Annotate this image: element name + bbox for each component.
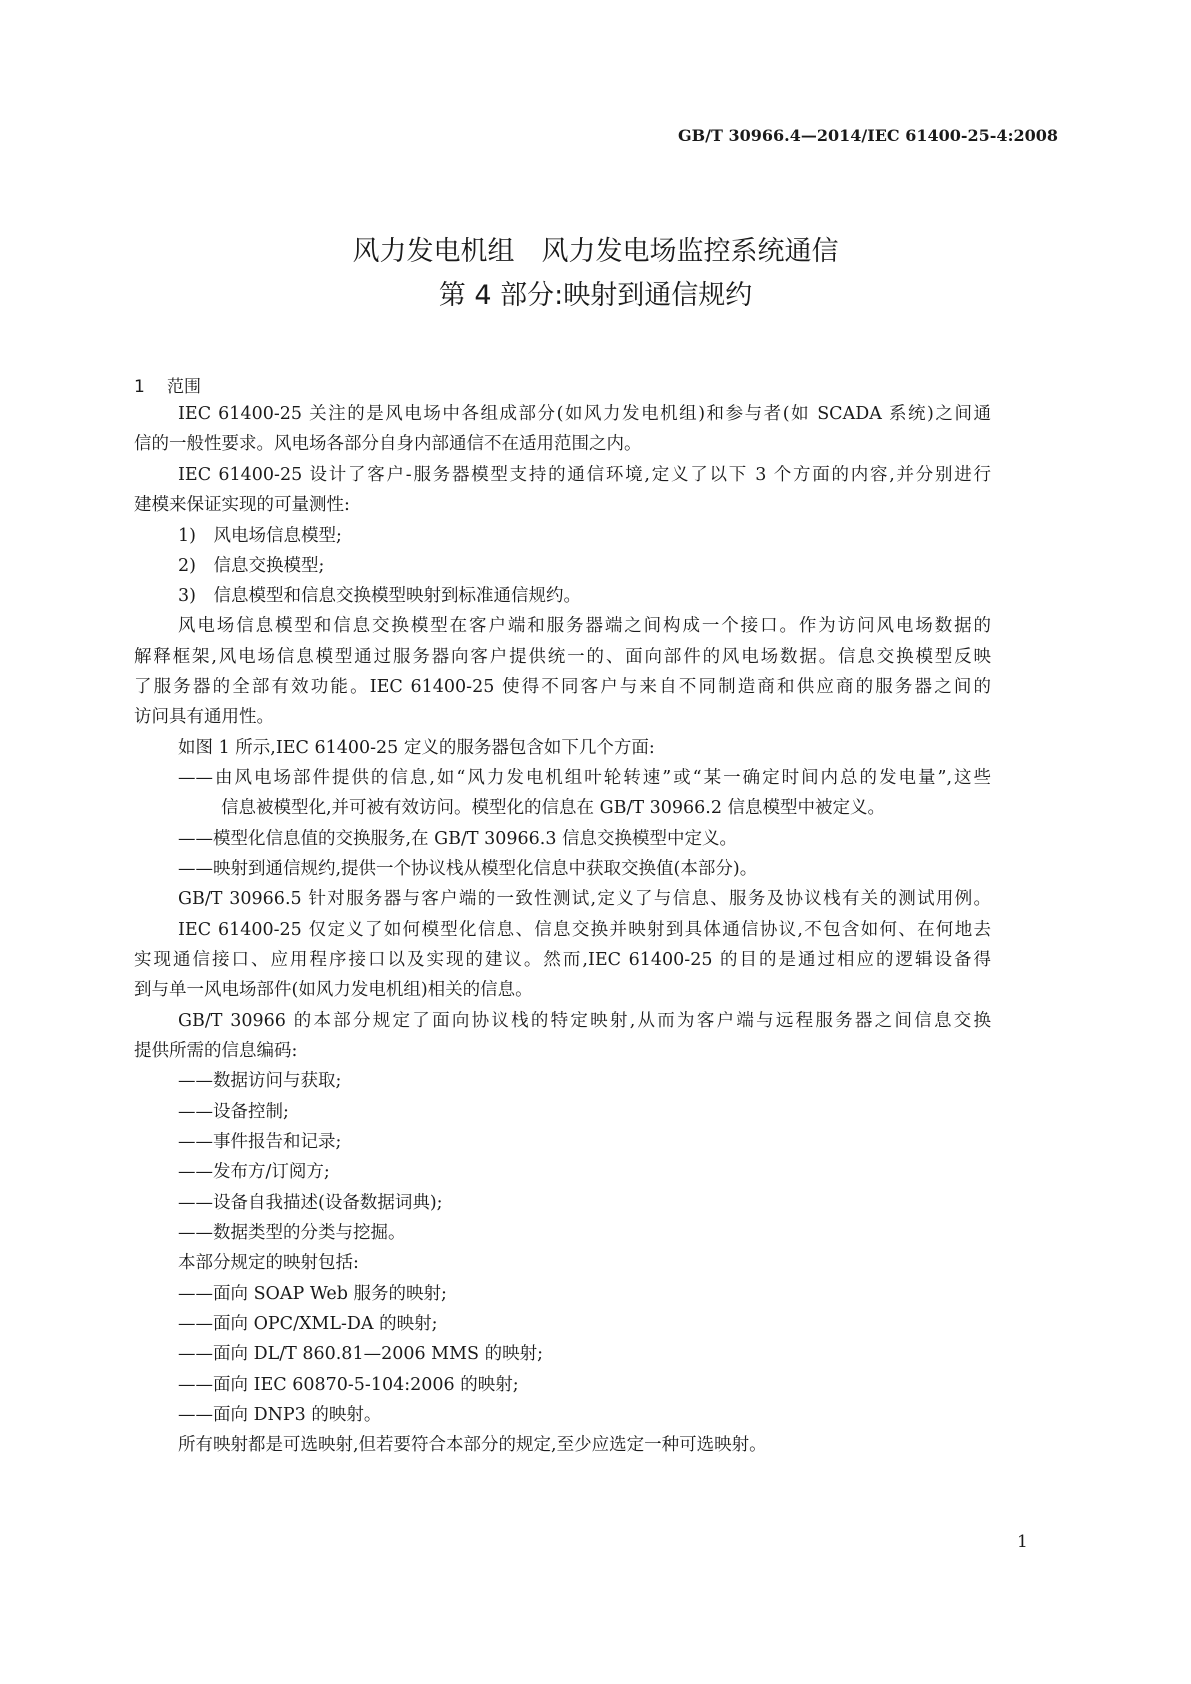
list-item-continuation: 信息被模型化,并可被有效访问。模型化的信息在 GB/T 30966.2 信息模型中被定义。 (221, 798, 886, 818)
list-item: ——发布方/订阅方; (178, 1162, 330, 1182)
paragraph-line: 如图 1 所示,IEC 61400-25 定义的服务器包含如下几个方面: (178, 738, 655, 758)
list-item: 2) 信息交换模型; (178, 556, 325, 576)
list-item: ——映射到通信规约,提供一个协议栈从模型化信息中获取交换值(本部分)。 (178, 859, 758, 879)
paragraph-line: 风电场信息模型和信息交换模型在客户端和服务器端之间构成一个接口。作为访问风电场数据的 (178, 616, 991, 636)
list-item: 1) 风电场信息模型; (178, 526, 342, 546)
list-item: 3) 信息模型和信息交换模型映射到标准通信规约。 (178, 586, 581, 606)
paragraph-line: 建模来保证实现的可量测性: (134, 495, 350, 515)
list-item: ——事件报告和记录; (178, 1132, 342, 1152)
document-title-line-2: 第 4 部分:映射到通信规约 (438, 280, 753, 311)
list-item: ——由风电场部件提供的信息,如“风力发电机组叶轮转速”或“某一确定时间内总的发电量”,这些 (178, 768, 991, 788)
list-item: ——面向 DNP3 的映射。 (178, 1405, 382, 1425)
section-label: 范围 (167, 377, 201, 397)
list-item: ——数据类型的分类与挖掘。 (178, 1223, 406, 1243)
paragraph-line: IEC 61400-25 仅定义了如何模型化信息、信息交换并映射到具体通信协议,不包含如何、在何地去 (178, 920, 991, 940)
paragraph-line: IEC 61400-25 设计了客户-服务器模型支持的通信环境,定义了以下 3 个方面的内容,并分别进行 (178, 465, 991, 485)
paragraph-line: 到与单一风电场部件(如风力发电机组)相关的信息。 (134, 980, 533, 1000)
paragraph-line: 访问具有通用性。 (134, 707, 274, 727)
paragraph-line: 所有映射都是可选映射,但若要符合本部分的规定,至少应选定一种可选映射。 (178, 1435, 767, 1455)
list-item: ——数据访问与获取; (178, 1071, 342, 1091)
list-item: ——面向 DL/T 860.81—2006 MMS 的映射; (178, 1344, 543, 1364)
list-item: ——设备控制; (178, 1102, 289, 1122)
document-title-line-1: 风力发电机组 风力发电场监控系统通信 (352, 236, 839, 267)
paragraph-line: 信的一般性要求。风电场各部分自身内部通信不在适用范围之内。 (134, 434, 642, 454)
paragraph-line: 本部分规定的映射包括: (178, 1253, 359, 1273)
paragraph-line: 实现通信接口、应用程序接口以及实现的建议。然而,IEC 61400-25 的目的是通过相应的逻辑设备得 (134, 950, 991, 970)
paragraph-line: 解释框架,风电场信息模型通过服务器向客户提供统一的、面向部件的风电场数据。信息交换模型反映 (134, 647, 991, 667)
list-item: ——面向 SOAP Web 服务的映射; (178, 1284, 447, 1304)
list-item: ——面向 IEC 60870-5-104:2006 的映射; (178, 1375, 519, 1395)
paragraph-line: GB/T 30966.5 针对服务器与客户端的一致性测试,定义了与信息、服务及协议栈有关的测试用例。 (178, 889, 991, 909)
paragraph-line: 了服务器的全部有效功能。IEC 61400-25 使得不同客户与来自不同制造商和供应商的服务器之间的 (134, 677, 991, 697)
list-item: ——设备自我描述(设备数据词典); (178, 1193, 443, 1213)
section-heading (134, 372, 201, 397)
standard-code-header: GB/T 30966.4—2014/IEC 61400-25-4:2008 (677, 126, 1058, 145)
section-number: 1 (134, 377, 145, 397)
paragraph-line: 提供所需的信息编码: (134, 1041, 298, 1061)
paragraph-line: GB/T 30966 的本部分规定了面向协议栈的特定映射,从而为客户端与远程服务器之间信息交换 (178, 1011, 991, 1031)
list-item: ——面向 OPC/XML-DA 的映射; (178, 1314, 438, 1334)
paragraph-line: IEC 61400-25 关注的是风电场中各组成部分(如风力发电机组)和参与者(如 SCADA 系统)之间通 (178, 404, 991, 424)
list-item: ——模型化信息值的交换服务,在 GB/T 30966.3 信息交换模型中定义。 (178, 829, 738, 849)
page-number: 1 (1017, 1532, 1028, 1552)
